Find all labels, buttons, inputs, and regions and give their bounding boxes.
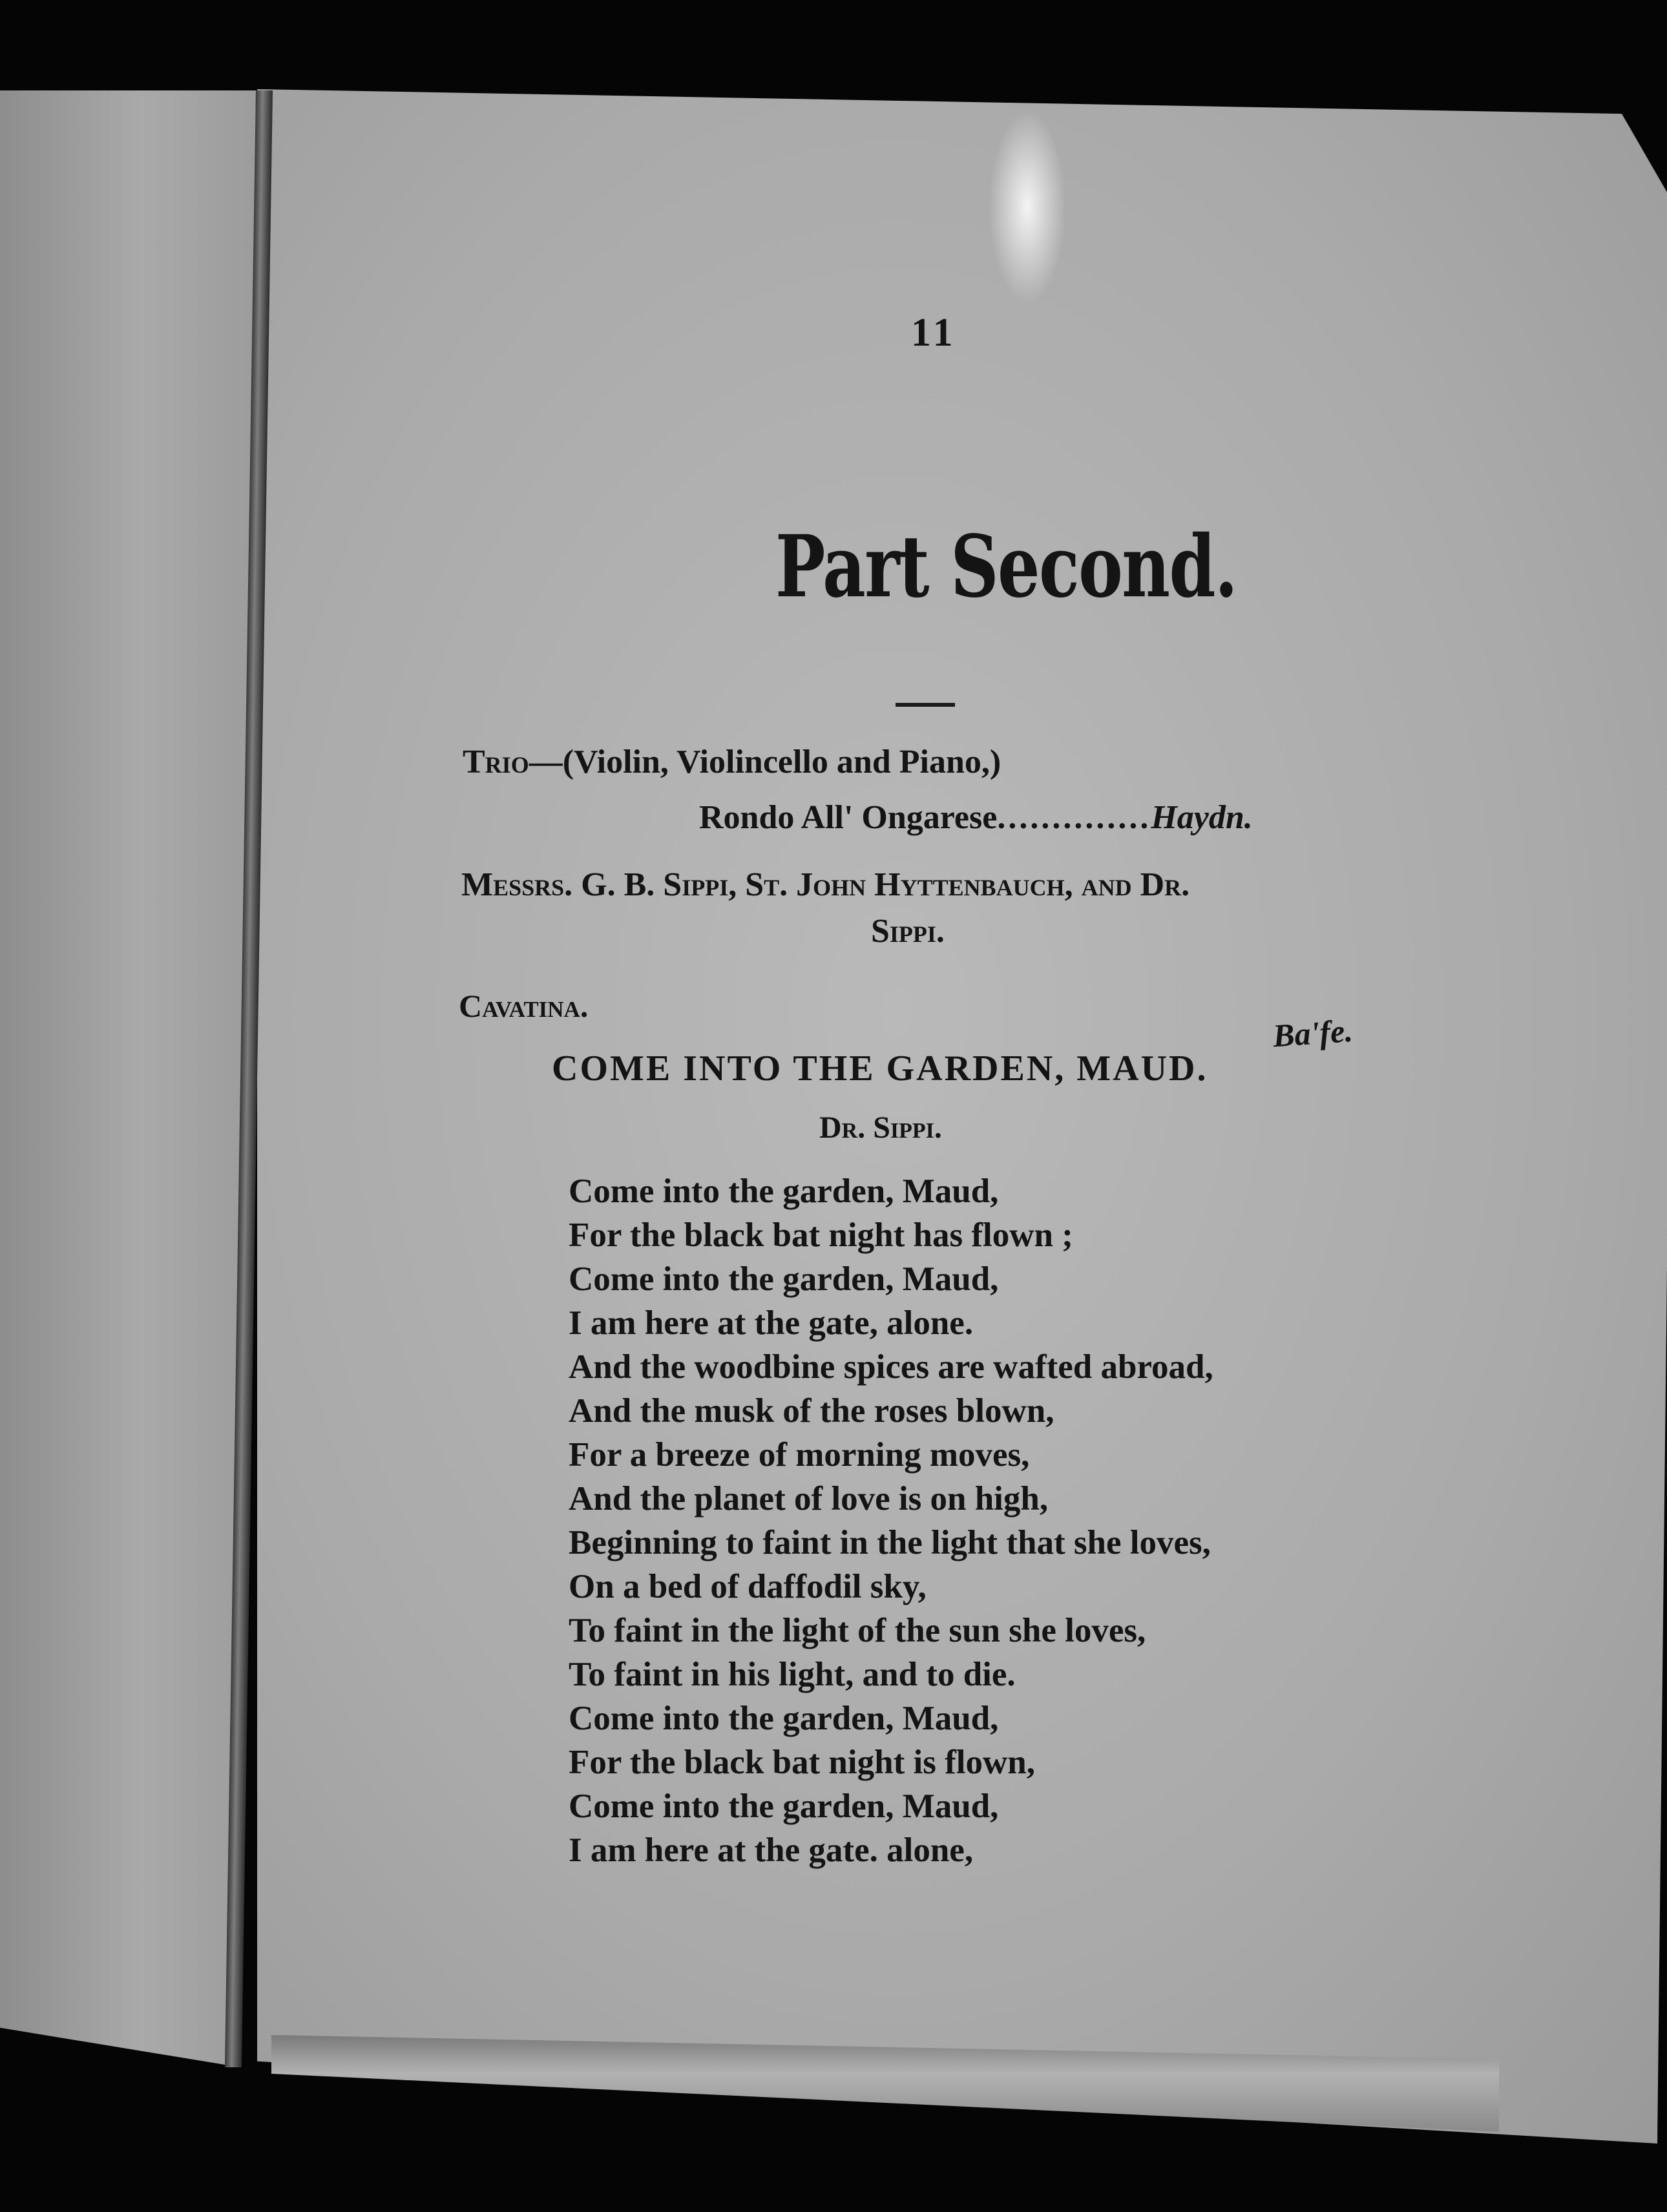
lyric-line: I am here at the gate. alone, — [569, 1831, 974, 1869]
lyric-line: On a bed of daffodil sky, — [569, 1568, 927, 1605]
lyric-line: For the black bat night has flown ; — [569, 1216, 1073, 1254]
lyric-line: For the black bat night is flown, — [569, 1744, 1035, 1781]
trio-dots: .............. — [997, 799, 1151, 836]
lyric-line: Come into the garden, Maud, — [569, 1260, 999, 1298]
song-performer: Dr. Sippi. — [819, 1111, 942, 1145]
lyric-line: Come into the garden, Maud, — [569, 1788, 999, 1825]
scan-glare — [989, 110, 1066, 304]
lyric-line: To faint in his light, and to die. — [569, 1656, 1016, 1693]
trio-performers: Messrs. G. B. Sippi, St. John Hyttenbauch, and Dr. — [461, 866, 1190, 903]
heading-rule — [896, 703, 955, 707]
lyric-line: And the musk of the roses blown, — [569, 1392, 1054, 1430]
trio-performers-cont: Sippi. — [871, 913, 945, 950]
trio-line — [463, 743, 1001, 781]
lyric-line: For a breeze of morning moves, — [569, 1436, 1030, 1474]
cavatina-label: Cavatina. — [459, 988, 589, 1024]
lyric-line: Come into the garden, Maud, — [569, 1700, 999, 1737]
lyric-line: And the planet of love is on high, — [569, 1480, 1049, 1518]
trio-composer: Haydn. — [1151, 799, 1253, 836]
song-lyrics — [569, 1169, 1213, 1872]
page-number: 11 — [911, 311, 957, 355]
lyric-line: Come into the garden, Maud, — [569, 1173, 999, 1210]
lyric-line: To faint in the light of the sun she loves, — [569, 1612, 1146, 1649]
trio-piece-line — [699, 798, 1253, 837]
lyric-line: I am here at the gate, alone. — [569, 1304, 974, 1342]
trio-instruments: —(Violin, Violincello and Piano,) — [529, 744, 1001, 780]
section-heading: Part Second. — [775, 517, 1237, 617]
trio-label: Trio — [463, 744, 529, 780]
cavatina-composer: Ba'fe. — [1272, 1012, 1354, 1054]
lyric-line: And the woodbine spices are wafted abroad, — [569, 1348, 1213, 1386]
song-title: COME INTO THE GARDEN, MAUD. — [552, 1049, 1208, 1089]
trio-piece: Rondo All' Ongarese — [699, 799, 998, 836]
lyric-line: Beginning to faint in the light that she loves, — [569, 1524, 1211, 1561]
left-page — [0, 90, 256, 2067]
